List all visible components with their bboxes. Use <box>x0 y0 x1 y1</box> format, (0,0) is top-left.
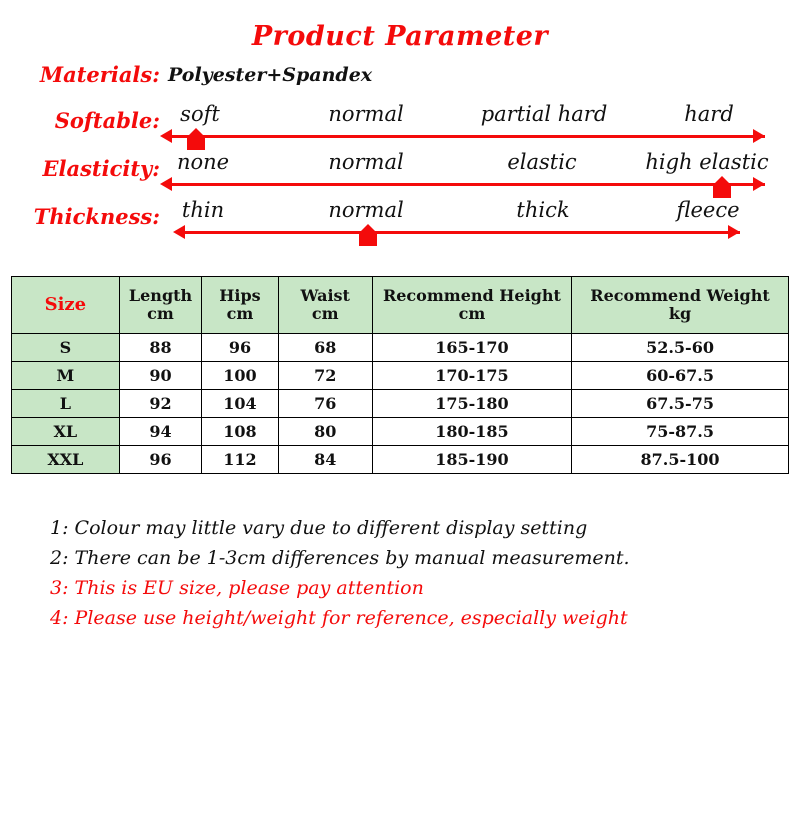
cell-height: 185-190 <box>372 446 571 474</box>
spec-option-normal-soft: normal <box>328 102 404 126</box>
cell-height: 170-175 <box>372 362 571 390</box>
cell-length: 90 <box>119 362 202 390</box>
page-title: Product Parameter <box>251 21 549 52</box>
cell-hips: 96 <box>202 334 278 362</box>
table-row <box>12 334 789 362</box>
softable-scale-line <box>172 135 765 138</box>
spec-option-thin: thin <box>181 198 225 222</box>
table-row <box>12 446 789 474</box>
specs-section <box>0 62 800 243</box>
size-table <box>11 276 789 474</box>
spec-option-high-elastic: high elastic <box>645 150 769 174</box>
cell-waist: 80 <box>278 418 372 446</box>
spec-row-softable <box>0 102 800 149</box>
col-header-length <box>119 277 202 334</box>
cell-weight: 60-67.5 <box>572 362 789 390</box>
cell-size: L <box>12 390 120 418</box>
cell-length: 88 <box>119 334 202 362</box>
col-header-waist-line1: Waist <box>300 285 350 305</box>
cell-length: 94 <box>119 418 202 446</box>
table-row <box>12 362 789 390</box>
spec-option-partial-hard: partial hard <box>480 102 608 126</box>
product-parameter-page <box>0 21 800 821</box>
softable-arrow-left <box>160 129 172 143</box>
cell-hips: 108 <box>202 418 278 446</box>
thickness-marker <box>359 232 377 246</box>
col-header-hips-line1: Hips <box>219 285 261 305</box>
size-table-wrapper <box>11 276 789 474</box>
col-header-hips <box>202 277 278 334</box>
cell-weight: 67.5-75 <box>572 390 789 418</box>
spec-label-materials: Materials: <box>39 62 160 87</box>
elasticity-arrow-right <box>753 177 765 191</box>
cell-height: 175-180 <box>372 390 571 418</box>
note-4: 4: Please use height/weight for reference, especially weight <box>50 607 628 629</box>
size-table-body <box>12 334 789 474</box>
cell-size: XXL <box>12 446 120 474</box>
note-2: 2: There can be 1-3cm differences by manual measurement. <box>50 547 630 569</box>
softable-marker <box>187 136 205 150</box>
cell-height: 180-185 <box>372 418 571 446</box>
cell-hips: 100 <box>202 362 278 390</box>
cell-height: 165-170 <box>372 334 571 362</box>
spec-row-elasticity <box>0 149 800 196</box>
col-header-recommend-height-line2: cm <box>458 304 486 323</box>
elasticity-scale-line <box>172 183 765 186</box>
cell-waist: 72 <box>278 362 372 390</box>
thickness-arrow-right <box>728 225 740 239</box>
col-header-size <box>12 277 120 334</box>
spec-label-elasticity: Elasticity: <box>42 156 160 181</box>
cell-length: 96 <box>119 446 202 474</box>
col-header-recommend-weight <box>572 277 789 334</box>
col-header-recommend-weight-line2: kg <box>668 304 692 323</box>
cell-weight: 87.5-100 <box>572 446 789 474</box>
thickness-arrow-left <box>173 225 185 239</box>
col-header-size-line1: Size <box>44 293 87 315</box>
cell-size: S <box>12 334 120 362</box>
cell-waist: 84 <box>278 446 372 474</box>
spec-label-thickness: Thickness: <box>33 204 160 229</box>
size-table-head <box>12 277 789 334</box>
spec-option-soft: soft <box>180 102 220 126</box>
spec-row-materials <box>0 62 800 102</box>
spec-option-elastic: elastic <box>507 150 577 174</box>
cell-hips: 112 <box>202 446 278 474</box>
col-header-waist-line2: cm <box>311 304 339 323</box>
spec-option-fleece: fleece <box>676 198 740 222</box>
cell-waist: 76 <box>278 390 372 418</box>
table-row <box>12 418 789 446</box>
table-row <box>12 390 789 418</box>
elasticity-arrow-left <box>160 177 172 191</box>
notes-section <box>50 513 770 633</box>
table-header-row <box>12 277 789 334</box>
thickness-scale-line <box>185 231 740 234</box>
cell-size: XL <box>12 418 120 446</box>
softable-arrow-right <box>753 129 765 143</box>
col-header-recommend-weight-line1: Recommend Weight <box>590 285 770 305</box>
cell-waist: 68 <box>278 334 372 362</box>
spec-option-none: none <box>176 150 230 174</box>
col-header-waist <box>278 277 372 334</box>
note-3: 3: This is EU size, please pay attention <box>50 577 424 599</box>
col-header-recommend-height-line1: Recommend Height <box>382 285 561 305</box>
spec-option-thick: thick <box>516 198 570 222</box>
spec-option-normal-thickness: normal <box>328 198 404 222</box>
col-header-length-line2: cm <box>147 304 174 323</box>
cell-length: 92 <box>119 390 202 418</box>
cell-weight: 75-87.5 <box>572 418 789 446</box>
col-header-length-line1: Length <box>128 285 193 305</box>
col-header-recommend-height <box>372 277 571 334</box>
note-1: 1: Colour may little vary due to different display setting <box>50 517 588 539</box>
spec-value-materials: Polyester+Spandex <box>168 64 373 86</box>
spec-row-thickness <box>0 196 800 243</box>
col-header-hips-line2: cm <box>226 304 254 323</box>
cell-hips: 104 <box>202 390 278 418</box>
spec-option-normal-elastic: normal <box>328 150 404 174</box>
spec-label-softable: Softable: <box>54 108 160 133</box>
cell-size: M <box>12 362 120 390</box>
cell-weight: 52.5-60 <box>572 334 789 362</box>
spec-option-hard: hard <box>684 102 734 126</box>
